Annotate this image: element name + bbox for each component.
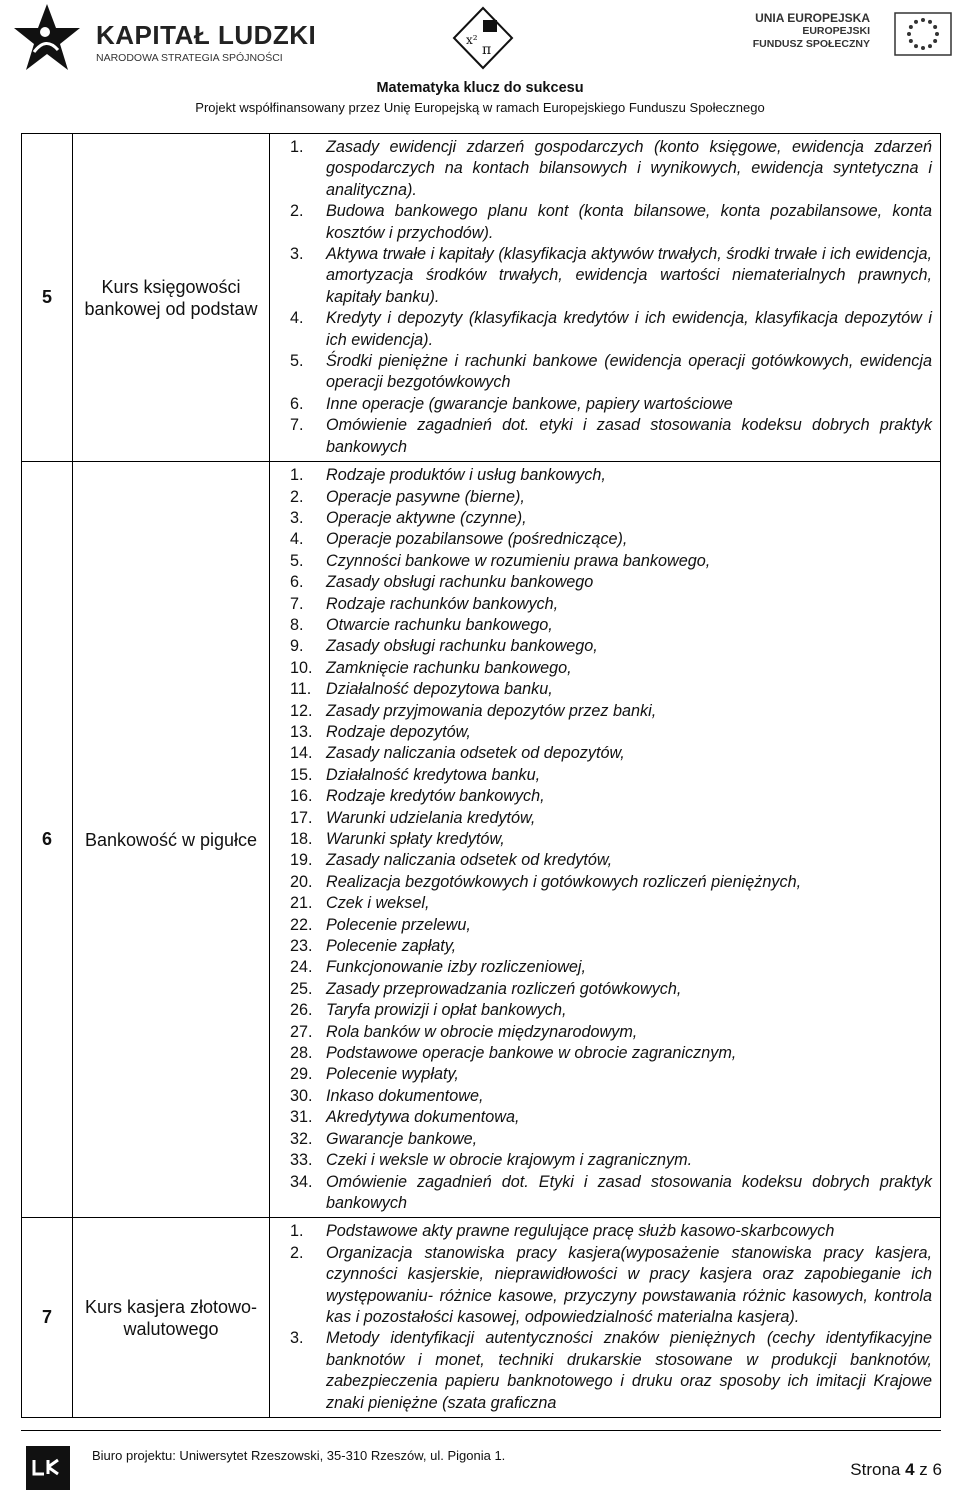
eu-logo-text (753, 12, 870, 51)
eu-logo (752, 10, 952, 68)
topic-text: Inkaso dokumentowe, (326, 1086, 484, 1105)
topic-item (270, 1086, 932, 1107)
topic-item (270, 872, 932, 893)
topic-text: Zasady obsługi rachunku bankowego, (326, 637, 598, 656)
topic-item (270, 201, 932, 244)
topic-number: 6. (290, 394, 304, 413)
topic-item (270, 1243, 932, 1329)
topic-item (270, 765, 932, 786)
topic-text: Rodzaje produktów i usług bankowych, (326, 466, 606, 485)
topic-text: Otwarcie rachunku bankowego, (326, 615, 553, 634)
topic-text: Budowa bankowego planu kont (konta bilansowe, konta pozabilansowe, konta kosztów i przychodów). (326, 202, 932, 242)
course-row (22, 134, 941, 462)
topic-item (270, 786, 932, 807)
topic-number: 21. (290, 894, 313, 913)
topic-item (270, 722, 932, 743)
kapital-ludzki-title: KAPITAŁ LUDZKI (96, 20, 317, 50)
project-subtitle: Projekt współfinansowany przez Unię Europejską w ramach Europejskiego Funduszu Społecznego (195, 100, 765, 115)
topic-text: Zasady naliczania odsetek od depozytów, (326, 744, 625, 763)
eu-star-icon (921, 46, 925, 50)
topic-number: 25. (290, 979, 313, 998)
topic-list (270, 137, 932, 458)
topic-item (270, 743, 932, 764)
topic-item (270, 308, 932, 351)
topic-text: Warunki udzielania kredytów, (326, 808, 536, 827)
topic-number: 3. (290, 508, 304, 527)
topic-item (270, 487, 932, 508)
eu-line-2: EUROPEJSKI (802, 25, 870, 37)
topic-number: 17. (290, 808, 313, 827)
course-row (22, 1218, 941, 1418)
topic-number: 6. (290, 573, 304, 592)
topic-text: Działalność depozytowa banku, (326, 680, 553, 699)
topic-number: 4. (290, 530, 304, 549)
page-indicator (850, 1460, 942, 1480)
topic-item (270, 893, 932, 914)
course-topics (270, 462, 941, 1218)
eu-star-icon (914, 20, 918, 24)
topic-item (270, 808, 932, 829)
topic-item (270, 1000, 932, 1021)
topic-item (270, 594, 932, 615)
topic-item (270, 979, 932, 1000)
topic-text: Warunki spłaty kredytów, (326, 830, 505, 848)
topic-text: Omówienie zagadnień dot. etyki i zasad stosowania kodeksu dobrych praktyk bankowych (326, 416, 932, 456)
topic-text: Środki pieniężne i rachunki bankowe (ewidencja operacji gotówkowych, ewidencja operacji bezgotówkowych (326, 352, 932, 392)
topic-number: 19. (290, 851, 313, 870)
topic-number: 13. (290, 722, 313, 741)
topic-number: 5. (290, 551, 304, 570)
topic-number: 34. (290, 1172, 313, 1191)
page-sep: z (919, 1460, 928, 1479)
svg-text:π: π (482, 42, 492, 58)
topic-text: Podstawowe operacje bankowe w obrocie zagranicznym, (326, 1044, 737, 1063)
topic-text: Organizacja stanowiska pracy kasjera(wyposażenie stanowiska pracy kasjera, czynności kasjerskie, nieprawidłowości w pracy kasjera oraz zapobieganie ich występowaniu- różnice kasowe, przyczyny powstawania różnic kasowych, kontrola kas i pozostałości kasowej, odpowiedzialność materialna kasjera). (326, 1243, 932, 1326)
course-table (21, 133, 941, 1418)
eu-star-icon (933, 39, 937, 43)
topic-number: 1. (290, 138, 304, 156)
topic-number: 26. (290, 1001, 313, 1020)
course-number: 5 (22, 134, 73, 462)
footer-divider (21, 1430, 941, 1431)
course-number: 6 (22, 462, 73, 1218)
topic-item (270, 829, 932, 850)
topic-item (270, 636, 932, 657)
eu-star-icon (907, 32, 911, 36)
page-total: 6 (932, 1460, 942, 1479)
project-title: Matematyka klucz do sukcesu (376, 80, 584, 96)
course-title: Bankowość w pigułce (73, 462, 270, 1218)
topic-number: 9. (290, 637, 304, 656)
topic-list (270, 1221, 932, 1414)
topic-text: Operacje pasywne (bierne), (326, 487, 525, 506)
course-title: Kurs kasjera złotowo-walutowego (73, 1218, 270, 1418)
university-logo-icon (26, 1446, 70, 1490)
topic-text: Podstawowe akty prawne regulujące pracę służb kasowo-skarbcowych (326, 1222, 835, 1241)
topic-text: Aktywa trwałe i kapitały (klasyfikacja aktywów trwałych, środki trwałe i ich ewidencja, amortyzacja środków trwałych, ewidencja wartości niematerialnych prawnych, kapitały banku). (326, 245, 932, 306)
topic-list (270, 465, 932, 1214)
topic-number: 2. (290, 1243, 304, 1262)
topic-text: Zasady ewidencji zdarzeń gospodarczych (konto księgowe, ewidencja zdarzeń gospodarczych na kontach bilansowych i wynikowych, ewidencja syntetyczna i analityczna). (326, 138, 932, 199)
topic-text: Polecenie przelewu, (326, 915, 471, 934)
topic-number: 14. (290, 744, 313, 763)
topic-text: Zasady przeprowadzania rozliczeń gotówkowych, (326, 979, 682, 998)
topic-text: Kredyty i depozyty (klasyfikacja kredytów i ich ewidencja, klasyfikacja depozytów i ich ewidencja). (326, 309, 932, 349)
course-row (22, 462, 941, 1218)
page-current: 4 (905, 1460, 915, 1479)
topic-number: 18. (290, 830, 313, 848)
topic-item (270, 572, 932, 593)
topic-text: Zasady przyjmowania depozytów przez banki, (326, 701, 657, 720)
topic-text: Zasady obsługi rachunku bankowego (326, 573, 594, 592)
topic-number: 31. (290, 1108, 313, 1127)
topic-number: 32. (290, 1129, 313, 1148)
topic-text: Taryfa prowizji i opłat bankowych, (326, 1001, 567, 1020)
topic-number: 3. (290, 1329, 304, 1348)
eu-star-icon (909, 39, 913, 43)
topic-item (270, 1328, 932, 1414)
topic-text: Czeki i weksle w obrocie krajowym i zagranicznym. (326, 1151, 693, 1170)
topic-item (270, 701, 932, 722)
topic-number: 30. (290, 1086, 313, 1105)
footer-address: Biuro projektu: Uniwersytet Rzeszowski, 35-310 Rzeszów, ul. Pigonia 1. (92, 1448, 506, 1463)
topic-item (270, 244, 932, 308)
topic-text: Zamknięcie rachunku bankowego, (326, 658, 572, 677)
topic-item (270, 1064, 932, 1085)
topic-text: Zasady naliczania odsetek od kredytów, (326, 851, 613, 870)
topic-item (270, 915, 932, 936)
topic-item (270, 465, 932, 486)
topic-item (270, 1129, 932, 1150)
eu-line-1: UNIA EUROPEJSKA (755, 11, 870, 25)
topic-number: 20. (290, 872, 313, 891)
topic-number: 29. (290, 1065, 313, 1084)
topic-number: 4. (290, 309, 304, 328)
topic-text: Gwarancje bankowe, (326, 1129, 478, 1148)
topic-text: Czek i weksel, (326, 894, 430, 913)
topic-number: 16. (290, 787, 313, 806)
topic-item (270, 1107, 932, 1128)
topic-text: Realizacja bezgotówkowych i gotówkowych rozliczeń pieniężnych, (326, 872, 802, 891)
eu-star-icon (909, 25, 913, 29)
course-title: Kurs księgowości bankowej od podstaw (73, 134, 270, 462)
topic-item (270, 1150, 932, 1171)
topic-number: 22. (290, 915, 313, 934)
topic-number: 1. (290, 466, 304, 485)
page-prefix: Strona (850, 1460, 901, 1479)
topic-number: 23. (290, 937, 313, 956)
eu-star-icon (928, 44, 932, 48)
topic-number: 2. (290, 202, 304, 221)
topic-text: Omówienie zagadnień dot. Etyki i zasad stosowania kodeksu dobrych praktyk bankowych (326, 1172, 932, 1212)
topic-item (270, 1043, 932, 1064)
topic-number: 10. (290, 658, 313, 677)
math-project-logo-icon (452, 6, 514, 70)
topic-number: 27. (290, 1022, 313, 1041)
topic-item (270, 508, 932, 529)
eu-star-icon (935, 32, 939, 36)
kapital-ludzki-subtitle: NARODOWA STRATEGIA SPÓJNOŚCI (96, 52, 283, 64)
topic-text: Akredytywa dokumentowa, (326, 1108, 520, 1127)
eu-line-3: FUNDUSZ SPOŁECZNY (752, 38, 870, 50)
eu-star-icon (914, 44, 918, 48)
topic-number: 15. (290, 765, 313, 784)
topic-item (270, 957, 932, 978)
topic-number: 1. (290, 1222, 304, 1241)
topic-item (270, 1022, 932, 1043)
topic-text: Rodzaje rachunków bankowych, (326, 594, 559, 613)
topic-text: Polecenie zapłaty, (326, 937, 457, 956)
topic-text: Operacje pozabilansowe (pośredniczące), (326, 530, 628, 549)
topic-item (270, 351, 932, 394)
topic-text: Rodzaje kredytów bankowych, (326, 787, 545, 806)
topic-text: Czynności bankowe w rozumieniu prawa bankowego, (326, 551, 711, 570)
topic-number: 3. (290, 245, 304, 264)
topic-item (270, 1221, 932, 1242)
topic-number: 8. (290, 615, 304, 634)
topic-text: Metody identyfikacji autentyczności znaków pieniężnych (cechy identyfikacyjne banknotów i monet, techniki drukarskie stosowane w produkcji banknotów, zabezpieczenia papieru banknotowego i druku oraz sposoby ich imitacji Krajowe znaki pieniężne (szata graficzna (326, 1329, 932, 1412)
topic-number: 12. (290, 701, 313, 720)
eu-flag-icon (894, 12, 952, 56)
topic-text: Rola banków w obrocie międzynarodowym, (326, 1022, 638, 1041)
topic-item (270, 394, 932, 415)
course-number: 7 (22, 1218, 73, 1418)
topic-item (270, 1172, 932, 1215)
topic-text: Operacje aktywne (czynne), (326, 508, 527, 527)
kapital-ludzki-logo (12, 2, 317, 78)
course-topics (270, 1218, 941, 1418)
topic-text: Działalność kredytowa banku, (326, 765, 541, 784)
page-header (0, 0, 960, 126)
svg-text:x²: x² (466, 33, 478, 47)
eu-star-icon (933, 25, 937, 29)
topic-item (270, 551, 932, 572)
topic-number: 24. (290, 958, 313, 977)
topic-number: 33. (290, 1151, 313, 1170)
topic-item (270, 658, 932, 679)
kapital-ludzki-star-icon (12, 2, 82, 76)
topic-number: 5. (290, 352, 304, 371)
eu-star-icon (921, 18, 925, 22)
topic-item (270, 679, 932, 700)
topic-item (270, 850, 932, 871)
course-topics (270, 134, 941, 462)
topic-text: Inne operacje (gwarancje bankowe, papiery wartościowe (326, 394, 733, 413)
topic-number: 2. (290, 487, 304, 506)
topic-number: 11. (290, 680, 312, 699)
topic-text: Funkcjonowanie izby rozliczeniowej, (326, 958, 587, 977)
topic-item (270, 415, 932, 458)
topic-text: Polecenie wypłaty, (326, 1065, 459, 1084)
topic-item (270, 137, 932, 201)
topic-item (270, 936, 932, 957)
topic-text: Rodzaje depozytów, (326, 722, 471, 741)
topic-number: 7. (290, 594, 304, 613)
topic-number: 28. (290, 1044, 313, 1063)
topic-item (270, 615, 932, 636)
topic-number: 7. (290, 416, 304, 435)
topic-item (270, 529, 932, 550)
eu-star-icon (928, 20, 932, 24)
